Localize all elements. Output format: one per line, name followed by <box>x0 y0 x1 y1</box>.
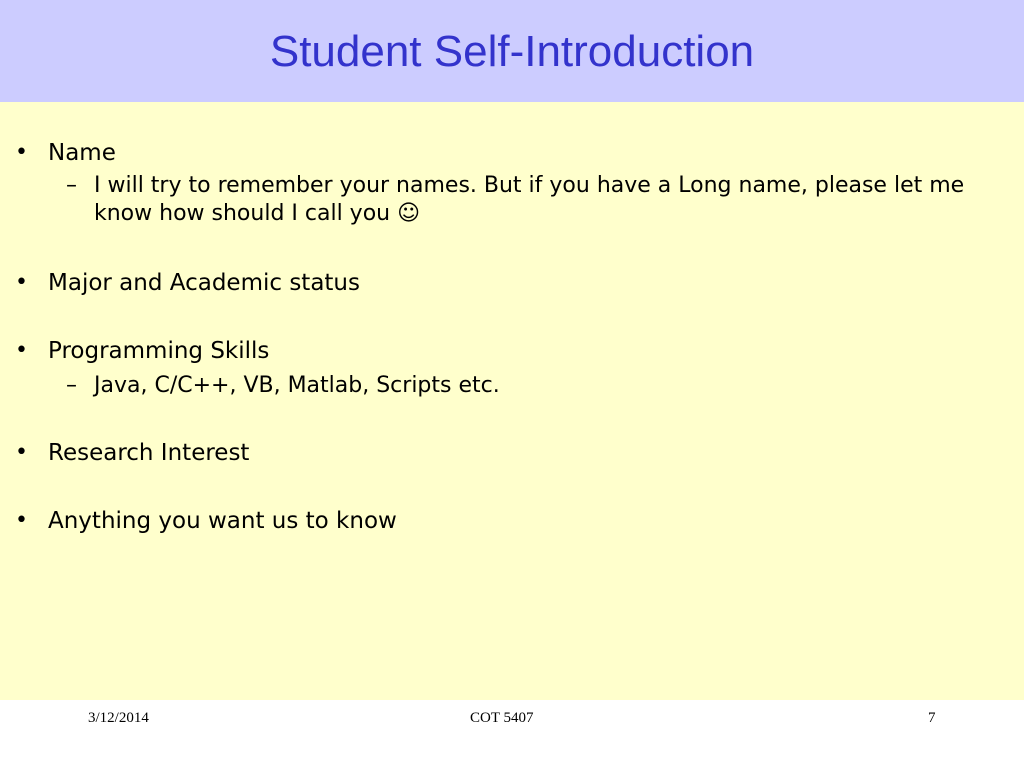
footer-page-number: 7 <box>928 710 936 726</box>
bullet-text: Anything you want us to know <box>48 508 397 534</box>
bullet-text: Major and Academic status <box>48 270 360 296</box>
bullet-text: Programming Skills <box>48 338 270 364</box>
bullet-marker: • <box>15 270 28 295</box>
bullet-marker: • <box>15 140 28 165</box>
sub-bullet-text: I will try to remember your names. But if you have a Long name, please let me know how should I call you ☺ <box>94 173 965 226</box>
slide-title: Student Self-Introduction <box>269 27 755 76</box>
sub-bullet-marker: – <box>66 173 77 198</box>
bullet-text: Research Interest <box>48 440 250 466</box>
bullet-marker: • <box>15 440 28 465</box>
bullet-marker: • <box>15 338 28 363</box>
bullet-text: Name <box>48 140 116 166</box>
footer-course: COT 5407 <box>470 710 534 726</box>
sub-bullet-text: Java, C/C++, VB, Matlab, Scripts etc. <box>94 373 500 398</box>
bullet-marker: • <box>15 508 28 533</box>
footer-date: 3/12/2014 <box>88 710 149 726</box>
sub-bullet-marker: – <box>66 373 77 398</box>
